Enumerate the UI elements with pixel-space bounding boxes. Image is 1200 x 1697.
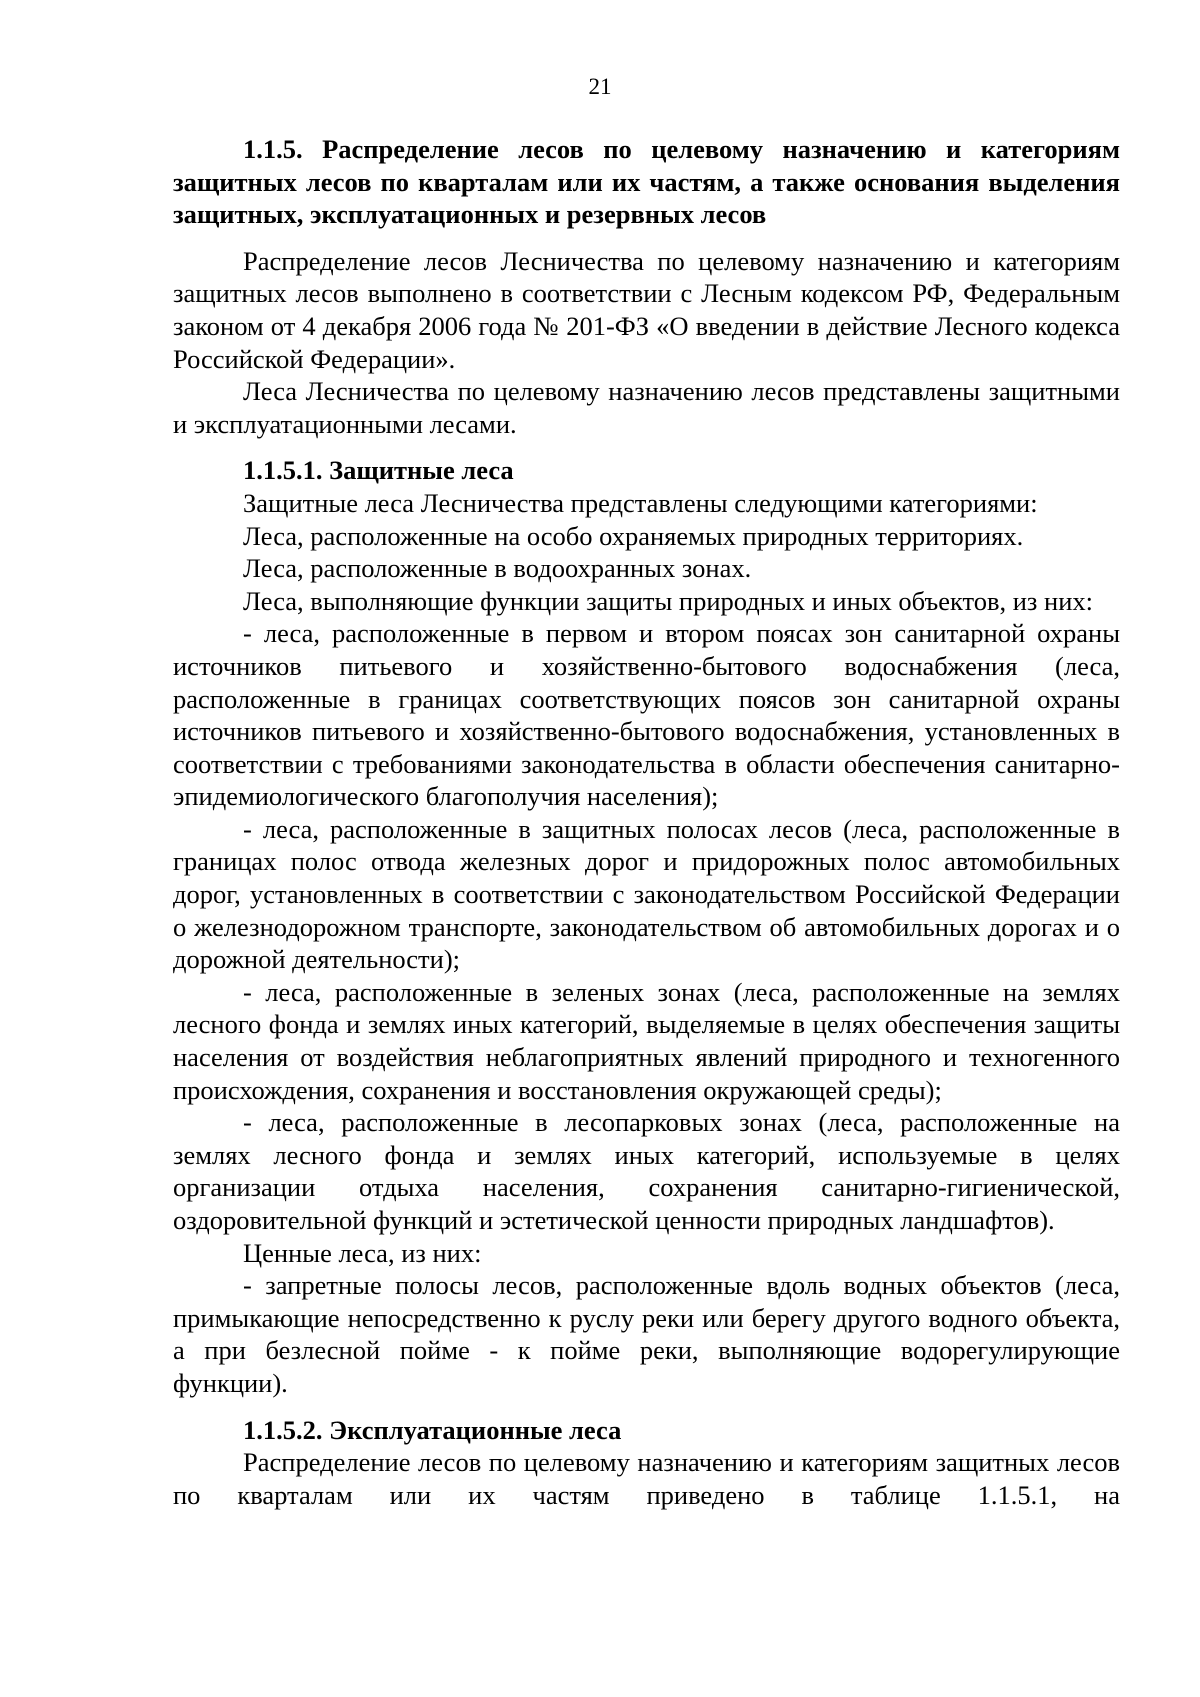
subsection-heading-protective-forests: 1.1.5.1. Защитные леса	[243, 455, 514, 486]
subsection-heading-exploitation-forests: 1.1.5.2. Эксплуатационные леса	[243, 1414, 622, 1445]
intro-paragraph: Распределение лесов Лесничества по целевому назначению и категориям защитных лесов выполнено в соответствии с Лесным кодексом РФ, Федеральным законом от 4 декабря 2006 года № 201-ФЗ «О введении в действие Лесного кодекса Российской Федерации».	[173, 245, 1120, 374]
document-body	[173, 133, 1120, 1511]
body-paragraph: Распределение лесов по целевому назначению и категориям защитных лесов по кварталам или их частям приведено в таблице 1.1.5.1, на	[173, 1447, 1120, 1510]
body-paragraph: Защитные леса Лесничества представлены следующими категориями:	[243, 487, 1038, 518]
body-paragraph: Леса, расположенные в водоохранных зонах.	[243, 553, 752, 584]
list-item-paragraph: - леса, расположенные в зеленых зонах (леса, расположенные на землях лесного фонда и землях иных категорий, выделяемые в целях обеспечения защиты населения от воздействия неблагоприятных явлений природного и техногенного происхождения, сохранения и восстановления окружающей среды);	[173, 976, 1120, 1105]
section-heading: 1.1.5. Распределение лесов по целевому назначению и категориям защитных лесов по кварталам или их частям, а также основания выделения защитных, эксплуатационных и резервных лесов	[173, 134, 1120, 230]
page-number: 21	[588, 74, 612, 99]
body-paragraph: Леса, расположенные на особо охраняемых природных территориях.	[243, 520, 1024, 551]
list-item-paragraph: - леса, расположенные в лесопарковых зонах (леса, расположенные на землях лесного фонда и землях иных категорий, используемые в целях организации отдыха населения, сохранения санитарно-гигиенической, оздоровительной функций и эстетической ценности природных ландшафтов).	[173, 1107, 1120, 1235]
list-item-paragraph: - леса, расположенные в защитных полосах лесов (леса, расположенные в границах полос отвода железных дорог и придорожных полос автомобильных дорог, установленных в соответствии с законодательством Российской Федерации о железнодорожном транспорте, законодательством об автомобильных дорогах и о дорожной деятельности);	[173, 813, 1120, 975]
body-paragraph: Леса, выполняющие функции защиты природных и иных объектов, из них:	[243, 585, 1093, 616]
intro-paragraph: Леса Лесничества по целевому назначению лесов представлены защитными и эксплуатационными лесами.	[173, 376, 1120, 439]
list-item-paragraph: - запретные полосы лесов, расположенные вдоль водных объектов (леса, примыкающие непосредственно к руслу реки или берегу другого водного объекта, а при безлесной пойме - к пойме реки, выполняющие водорегулирующие функции).	[173, 1270, 1120, 1398]
body-paragraph: Ценные леса, из них:	[243, 1237, 482, 1268]
list-item-paragraph: - леса, расположенные в первом и втором поясах зон санитарной охраны источников питьевого и хозяйственно-бытового водоснабжения (леса, расположенные в границах соответствующих поясов зон санитарной охраны источников питьевого и хозяйственно-бытового водоснабжения, установленных в соответствии с требованиями законодательства в области обеспечения санитарно-эпидемиологического благополучия населения);	[173, 618, 1120, 812]
